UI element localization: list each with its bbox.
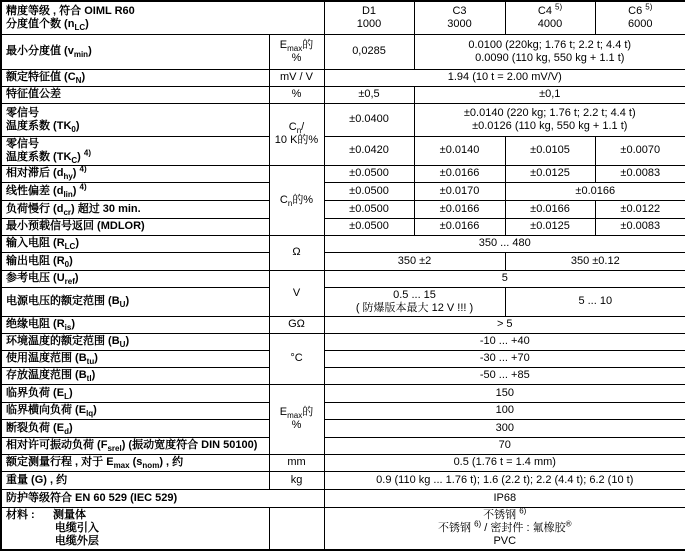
text-line: 额定特征值 $(C_N)$ [6, 71, 86, 86]
text-line: 电源电压的额定范围 $(B_U)$ [6, 295, 130, 310]
text-line: 350 ±2 [397, 254, 432, 267]
text-line: 3000 [447, 17, 472, 30]
min-division-value-value-0 [324, 34, 414, 69]
mdlor-value-0 [324, 218, 414, 235]
creep-over-30min-value-0 [324, 200, 414, 218]
text-line: C6 $^{5)}$ [628, 2, 653, 17]
limit-lateral-load-value-0 [324, 402, 685, 419]
header-col-2 [505, 1, 595, 34]
rated-measuring-travel-label [1, 454, 269, 471]
relative-hysteresis-value-1 [414, 165, 505, 182]
text-line: -30 ... +70 [479, 352, 530, 364]
text-line: -50 ... +85 [479, 369, 530, 381]
text-line: 70 [498, 439, 511, 451]
zero-signal-tk0-label [1, 103, 269, 136]
output-resistance-value-1 [505, 252, 685, 270]
text-line: ±0.0122 [620, 202, 661, 215]
text-line: IP68 [493, 491, 517, 504]
text-line: 环境温度的额定范围 $(B_U)$ [6, 335, 130, 350]
text-line: ±0.0083 [620, 220, 661, 232]
text-line: 0.5 ... 15 [393, 288, 436, 301]
text-line: 1000 [356, 17, 382, 30]
weight-value-0 [324, 471, 685, 489]
creep-over-30min-value-1 [414, 200, 505, 218]
text-line: PVC [493, 534, 517, 547]
header-label [1, 1, 324, 34]
text-line: 100 [495, 404, 514, 416]
relative-hysteresis-value-0 [324, 165, 414, 182]
text-line: mm [287, 456, 306, 468]
zero-signal-tk0-value-0 [324, 103, 414, 136]
protection-class-value-0 [324, 489, 685, 507]
ambient-temp-rated-range-value-0 [324, 333, 685, 350]
materials-unit [269, 507, 324, 550]
text-line: 最小预载信号返回 (MDLOR) [6, 220, 145, 232]
limit-lateral-load-label [1, 402, 269, 419]
limit-load-value-0 [324, 384, 685, 402]
weight-unit [269, 471, 324, 489]
text-line: ±0.0125 [530, 220, 570, 232]
text-line: ±0,5 [358, 88, 380, 100]
reference-voltage-label [1, 270, 269, 287]
supply-voltage-rated-range-value-1 [505, 287, 685, 316]
input-resistance-label [1, 235, 269, 252]
text-line: 负荷慢行 $(d_{cr})$ 超过 30 min. [6, 202, 141, 217]
text-line: ±0.0400 [349, 113, 389, 125]
text-line: 5 [501, 272, 508, 284]
text-line: V [292, 286, 301, 299]
text-line: 6000 [628, 17, 653, 30]
rated-measuring-travel-unit [269, 454, 324, 471]
creep-over-30min-label [1, 200, 269, 218]
text-line: mV / V [280, 71, 314, 83]
text-line: C3 [452, 4, 467, 17]
text-line: 不锈钢 $^{6)}$ / 密封件 : 氟橡胶® [438, 518, 572, 534]
min-division-value-label [1, 34, 269, 69]
mdlor-value-2 [505, 218, 595, 235]
materials-value-0 [324, 507, 685, 550]
text-line: 分度值个数 $(n_{LC})$ [6, 17, 89, 32]
permissible-vibration-load-value-0 [324, 437, 685, 454]
input-resistance-value-0 [324, 235, 685, 252]
text-line: 1.94 (10 t = 2.00 mV/V) [447, 71, 562, 83]
permissible-vibration-load-label [1, 437, 269, 454]
text-line: ±0.0166 [575, 184, 616, 197]
creep-over-30min-value-3 [595, 200, 685, 218]
relative-hysteresis-value-2 [505, 165, 595, 182]
text-line: ±0.0083 [620, 167, 661, 179]
text-line: °C [290, 352, 303, 364]
ambient-temp-rated-range-unit [269, 333, 324, 384]
text-line: D1 [361, 4, 377, 17]
text-line: 输入电阻 $(R_{LC})$ [6, 237, 80, 252]
ambient-temp-rated-range-label [1, 333, 269, 350]
breaking-load-label [1, 419, 269, 437]
storage-temp-range-label [1, 367, 269, 384]
text-line: ±0.0070 [620, 144, 661, 156]
characteristic-value-tolerance-unit [269, 86, 324, 103]
text-line: 温度系数 $(TK_0)$ [6, 119, 80, 134]
zero-signal-tkc-label [1, 136, 269, 165]
text-line: ±0,1 [539, 88, 561, 100]
output-resistance-value-0 [324, 252, 505, 270]
text-line: 最小分度值 $(v_{min})$ [6, 45, 92, 60]
creep-over-30min-value-2 [505, 200, 595, 218]
text-line: ±0.0166 [439, 202, 480, 215]
text-line: 4000 [537, 17, 563, 30]
supply-voltage-rated-range-value-0 [324, 287, 505, 316]
text-line: 5 ... 10 [578, 295, 613, 307]
text-line: ±0.0105 [530, 144, 570, 156]
text-line: % [291, 419, 302, 431]
text-line: 相对滞后 $(d_{hy})$ $^{4)}$ [6, 165, 87, 182]
text-line: 零信号 [6, 106, 39, 119]
output-resistance-label [1, 252, 269, 270]
operating-temp-range-label [1, 350, 269, 367]
text-line: 0,0285 [352, 45, 386, 57]
min-division-value-unit [269, 34, 324, 69]
text-line: 防护等级符合 EN 60 529 (IEC 529) [6, 491, 178, 504]
rated-characteristic-value-value-0 [324, 69, 685, 86]
text-line: ±0.0125 [530, 167, 570, 179]
text-line: ±0.0500 [349, 202, 389, 215]
text-line: ±0.0166 [439, 220, 480, 232]
zero-signal-tkc-value-2 [505, 136, 595, 165]
linearity-deviation-value-2 [505, 182, 685, 200]
text-line: 临界横向负荷 $(E_{lq})$ [6, 404, 97, 419]
text-line: ±0.0420 [349, 144, 389, 156]
rated-measuring-travel-value-0 [324, 454, 685, 471]
relative-hysteresis-value-3 [595, 165, 685, 182]
text-line: 线性偏差 $(d_{lin})$ $^{4)}$ [6, 182, 87, 199]
text-line: 电缆外层 [6, 534, 99, 547]
text-line: 300 [495, 421, 514, 434]
insulation-resistance-unit [269, 316, 324, 333]
text-line: 350 ±0.12 [570, 254, 620, 267]
insulation-resistance-value-0 [324, 316, 685, 333]
limit-load-label [1, 384, 269, 402]
text-line: 350 ... 480 [478, 237, 531, 249]
text-line: % [291, 88, 302, 100]
text-line: 材料 : 测量体 [6, 508, 87, 521]
linearity-deviation-label [1, 182, 269, 200]
text-line: 输出电阻 $(R_0)$ [6, 254, 73, 269]
text-line: 电缆引入 [6, 521, 99, 534]
text-line: 额定测量行程 , 对于 $E_{max}$ $(s_{nom})$ , 约 [6, 456, 184, 471]
relative-hysteresis-unit [269, 165, 324, 235]
zero-signal-tkc-value-0 [324, 136, 414, 165]
text-line: ±0.0126 (110 kg, 550 kg + 1.1 t) [472, 119, 628, 132]
characteristic-value-tolerance-label [1, 86, 269, 103]
text-line: 0.5 (1.76 t = 1.4 mm) [453, 456, 556, 468]
text-line: ±0.0500 [349, 184, 389, 197]
text-line: 零信号 [6, 137, 39, 150]
text-line: 温度系数 $(TK_C)$ $^{4)}$ [6, 147, 92, 165]
text-line: 存放温度范围 $(B_{tl})$ [6, 369, 96, 384]
text-line: 不锈钢 $^{6)}$ [483, 507, 527, 521]
text-line: GΩ [288, 318, 305, 330]
text-line: 精度等级 , 符合 OIML R60 [6, 4, 135, 17]
text-line: 相对许可振动负荷 $(F_{srel})$ (振动宽度符合 DIN 50100) [6, 439, 258, 454]
text-line: 特征值公差 [6, 88, 61, 100]
zero-signal-tkc-value-1 [414, 136, 505, 165]
text-line: 0.0090 (110 kg, 550 kg + 1.1 t) [475, 51, 625, 64]
header-col-1 [414, 1, 505, 34]
supply-voltage-rated-range-label [1, 287, 269, 316]
protection-class-label [1, 489, 324, 507]
text-line: ( 防爆版本最大 12 V !!! ) [355, 301, 474, 314]
text-line: ±0.0166 [530, 202, 570, 215]
text-line: 临界负荷 $(E_L)$ [6, 386, 73, 401]
reference-voltage-value-0 [324, 270, 685, 287]
text-line: -10 ... +40 [479, 335, 530, 347]
text-line: > 5 [496, 318, 513, 330]
text-line: ±0.0500 [349, 167, 389, 179]
insulation-resistance-label [1, 316, 269, 333]
text-line: 使用温度范围 $(B_{tu})$ [6, 352, 98, 367]
text-line: 10 K的% [274, 134, 319, 146]
storage-temp-range-value-0 [324, 367, 685, 384]
zero-signal-tk0-value-1 [414, 103, 685, 136]
min-division-value-value-1 [414, 34, 685, 69]
text-line: 0.9 (110 kg ... 1.76 t); 1.6 (2.2 t); 2.2 (4.4 t); 6.2 (10 t) [376, 473, 634, 486]
breaking-load-value-0 [324, 419, 685, 437]
spec-table-body [1, 1, 685, 550]
operating-temp-range-value-0 [324, 350, 685, 367]
text-line: $C_n$的% [279, 193, 314, 208]
linearity-deviation-value-1 [414, 182, 505, 200]
text-line: 断裂负荷 $(E_d)$ [6, 421, 73, 436]
input-resistance-unit [269, 235, 324, 270]
text-line: 150 [495, 386, 514, 399]
header-col-3 [595, 1, 685, 34]
characteristic-value-tolerance-value-0 [324, 86, 414, 103]
text-line: ±0.0140 [439, 144, 480, 156]
mdlor-value-1 [414, 218, 505, 235]
materials-label [1, 507, 269, 550]
text-line: 0.0100 (220kg; 1.76 t; 2.2 t; 4.4 t) [468, 38, 632, 51]
reference-voltage-unit [269, 270, 324, 316]
characteristic-value-tolerance-value-1 [414, 86, 685, 103]
text-line: ±0.0500 [349, 220, 389, 232]
rated-characteristic-value-label [1, 69, 269, 86]
text-line: kg [290, 473, 303, 486]
text-line: ±0.0170 [439, 184, 480, 197]
mdlor-label [1, 218, 269, 235]
mdlor-value-3 [595, 218, 685, 235]
text-line: % [291, 51, 302, 64]
text-line: C4 $^{5)}$ [537, 2, 563, 17]
weight-label [1, 471, 269, 489]
linearity-deviation-value-0 [324, 182, 414, 200]
limit-load-unit [269, 384, 324, 454]
zero-signal-tkc-value-3 [595, 136, 685, 165]
zero-signal-tk0-unit [269, 103, 324, 165]
relative-hysteresis-label [1, 165, 269, 182]
text-line: ±0.0140 (220 kg; 1.76 t; 2.2 t; 4.4 t) [463, 106, 636, 119]
rated-characteristic-value-unit [269, 69, 324, 86]
text-line: 参考电压 $(U_{ref})$ [6, 272, 79, 287]
text-line: $C_n/$ [288, 121, 305, 136]
text-line: 重量 (G) , 约 [6, 473, 68, 486]
text-line: Ω [292, 246, 301, 258]
text-line: $E_{max}$的 [279, 406, 314, 421]
text-line: ±0.0166 [439, 167, 480, 179]
text-line: 绝缘电阻 $(R_{is})$ [6, 318, 76, 333]
text-line: $E_{max}$的 [279, 38, 314, 53]
header-col-0 [324, 1, 414, 34]
